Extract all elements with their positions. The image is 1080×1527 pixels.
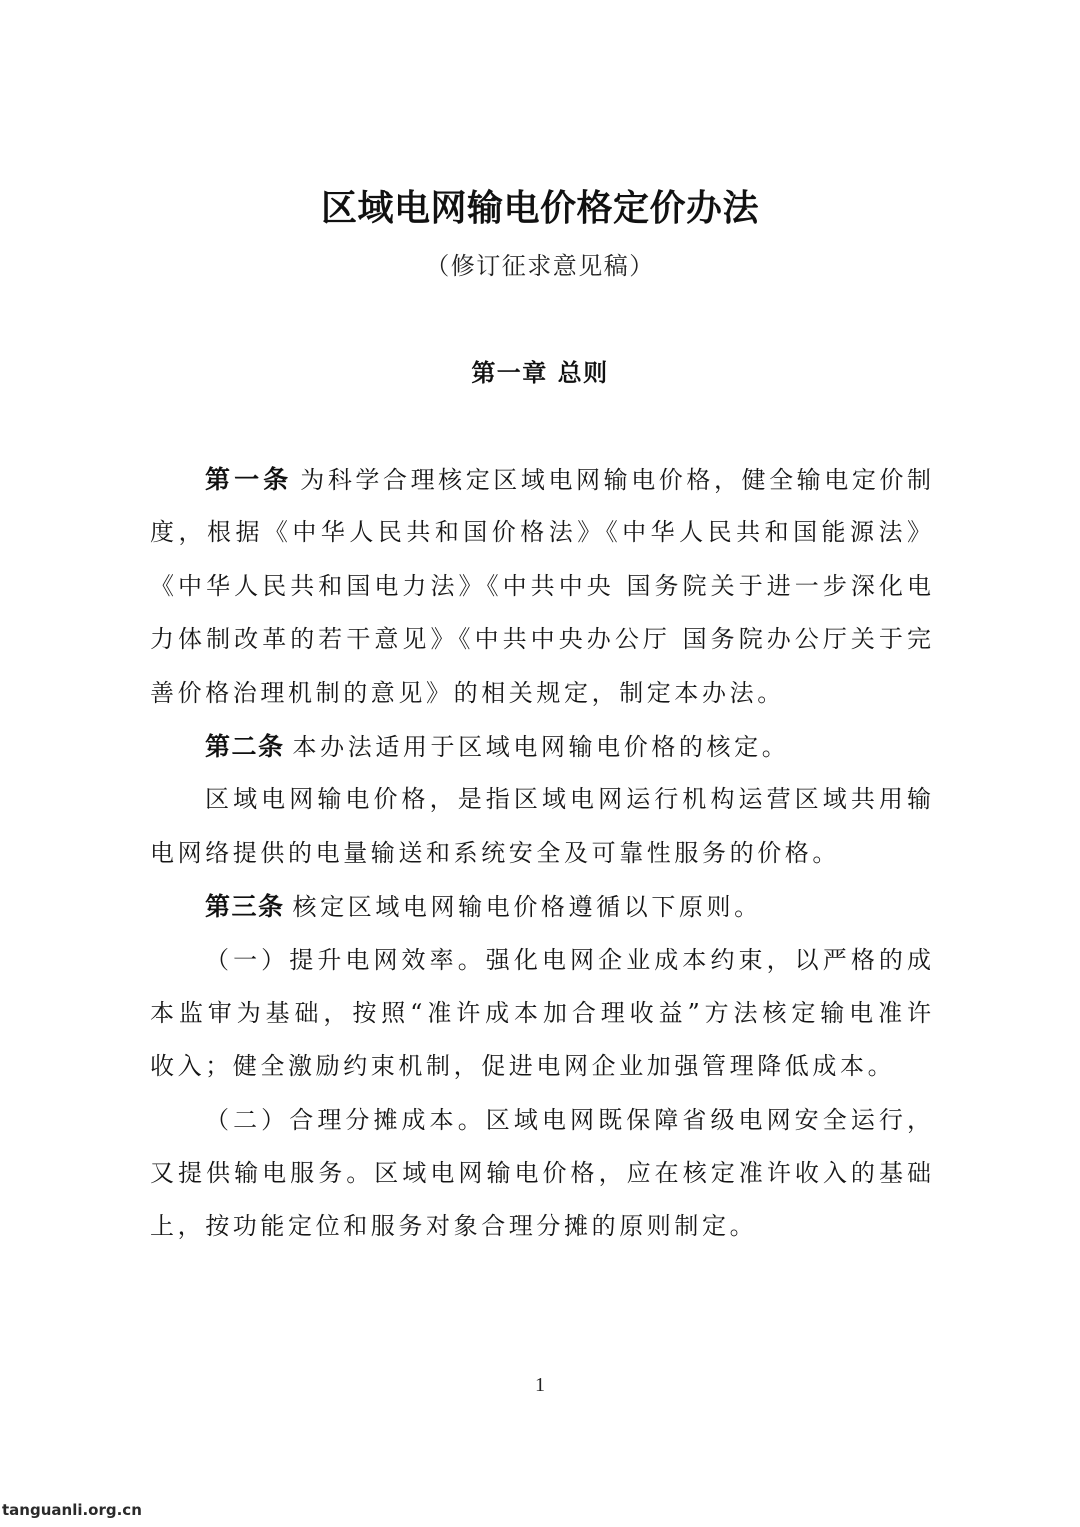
page-number: 1 [535,1374,545,1396]
chapter-heading: 第一章 总则 [471,359,609,387]
article-1-line-1 [150,453,932,506]
article-1-label: 第一条 [205,465,293,494]
article-3-label: 第三条 [205,892,285,922]
article-1-text: 为科学合理核定区域电网输电价格，健全输电定价制 [300,466,932,494]
site-watermark: tanguanli.org.cn [2,1501,142,1519]
article-1-line-3: 《中华人民共和国电力法》《中共中央 国务院关于进一步深化电 [150,571,932,600]
article-2-para-2-line-2: 电网络提供的电量输送和系统安全及可靠性服务的价格。 [150,838,840,867]
article-3-line-1 [150,880,932,933]
document-body [150,453,932,1254]
article-2-label: 第二条 [205,731,285,761]
article-3-item-1-line-3: 收入；健全激励约束机制，促进电网企业加强管理降低成本。 [150,1052,896,1081]
article-2-para-2-line-1: 区域电网输电价格，是指区域电网运行机构运营区域共用输 [205,785,932,814]
document-title: 区域电网输电价格定价办法 [320,187,759,229]
article-2-line-1 [150,720,932,773]
article-3-item-1-line-2: 本监审为基础，按照“准许成本加合理收益”方法核定输电准许 [150,998,932,1027]
article-3-item-2-line-3: 上，按功能定位和服务对象合理分摊的原则制定。 [150,1212,758,1241]
document-subtitle: （修订征求意见稿） [425,252,655,280]
article-3-item-1-line-1: （一）提升电网效率。强化电网企业成本约束，以严格的成 [205,945,932,974]
article-3-item-2-line-2: 又提供输电服务。区域电网输电价格，应在核定准许收入的基础 [150,1159,932,1188]
article-3-item-2-line-1: （二）合理分摊成本。区域电网既保障省级电网安全运行， [205,1105,932,1134]
article-3-text: 核定区域电网输电价格遵循以下原则。 [292,893,762,922]
article-1-line-5: 善价格治理机制的意见》的相关规定，制定本办法。 [150,678,785,707]
article-2-text: 本办法适用于区域电网输电价格的核定。 [292,732,790,761]
article-1-line-4: 力体制改革的若干意见》《中共中央办公厅 国务院办公厅关于完 [150,625,932,654]
article-1-line-2: 度，根据《中华人民共和国价格法》《中华人民共和国能源法》 [150,518,932,547]
